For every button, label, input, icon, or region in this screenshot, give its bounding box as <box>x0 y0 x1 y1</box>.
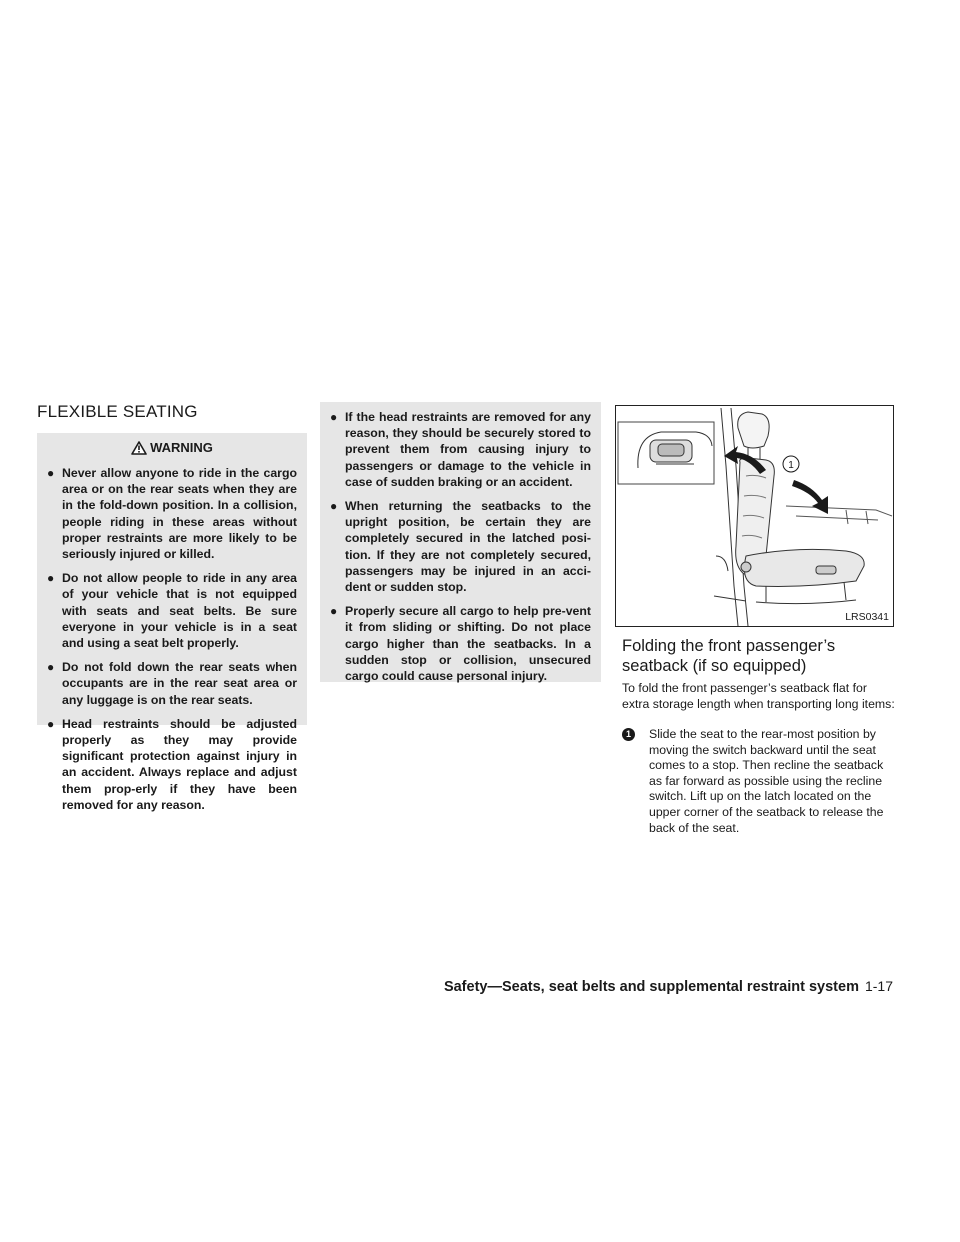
warning-item-text: Do not fold down the rear seats when occupants are in the rear seat area or any luggage is on the rear seats. <box>62 660 297 707</box>
step-text: Slide the seat to the rear-most position by moving the switch backward until the seat comes to a stop. Then recline the seatback as far forward as possible using the recline switch. Lift up on the latch located on the upper corner of the seatback to release the back of the seat. <box>649 727 884 835</box>
warning-item <box>47 659 297 708</box>
recline-arrow-icon <box>792 480 828 514</box>
footer-page-number: 1-17 <box>864 978 893 994</box>
latch-inset-detail <box>618 422 714 484</box>
callout-number: 1 <box>788 460 794 471</box>
warning-item <box>47 465 297 562</box>
bullet-icon: ● <box>47 571 55 586</box>
page-footer <box>400 978 893 995</box>
bullet-icon: ● <box>330 499 338 514</box>
warning-item <box>330 603 591 684</box>
warning-list-left <box>47 465 297 813</box>
step-item <box>622 727 897 836</box>
warning-header <box>47 439 297 461</box>
bullet-icon: ● <box>330 604 338 619</box>
bullet-icon: ● <box>47 466 55 480</box>
warning-item-text: Properly secure all cargo to help pre-vent it from sliding or shifting. Do not place cargo higher than the seatbacks. In a sudden stop or collision, unsecured cargo could cause personal injury. <box>345 604 591 684</box>
subsection-title: Folding the front passenger’s seatback (if so equipped) <box>622 637 836 675</box>
warning-item <box>47 570 297 651</box>
warning-item-text: Do not allow people to ride in any area of your vehicle that is not equipped with seats and seat belts. Be sure everyone in your vehicle is in a seat and using a seat belt properly. <box>62 571 297 651</box>
step-number-icon: 1 <box>622 728 635 741</box>
warning-item-text: Never allow anyone to ride in the cargo area or on the rear seats when they are in the fold-down position. In a collision, people riding in these areas without proper restraints are more likely to be seriously injured or killed. <box>62 466 297 562</box>
subsection-intro: To fold the front passenger’s seatback flat for extra storage length when transporting long items: <box>622 681 895 711</box>
warning-item-text: If the head restraints are removed for any reason, they should be securely stored to prevent them from causing injury to passengers or damage to the vehicle in case of sudden braking or an accident. <box>345 410 591 489</box>
warning-triangle-icon <box>131 441 147 455</box>
seat-illustration <box>616 406 893 626</box>
warning-list-right <box>330 409 591 684</box>
warning-item-text: When returning the seatbacks to the upright position, be certain they are completely secured in the latched posi-tion. If they are not completely secured, passengers may be injured in an acci-dent or sudden stop. <box>345 499 591 595</box>
bullet-icon: ● <box>330 410 338 424</box>
bullet-icon: ● <box>47 716 55 731</box>
figure-code: LRS0341 <box>845 611 889 623</box>
warning-box-left <box>37 433 307 812</box>
warning-item <box>330 409 591 490</box>
section-title: FLEXIBLE SEATING <box>37 402 198 421</box>
footer-chapter: Safety—Seats, seat belts and supplemental restraint system <box>443 979 859 995</box>
warning-item <box>47 716 297 813</box>
warning-item-text: Head restraints should be adjusted properly as they may provide significant protection against injury in an accident. Always replace and adjust them prop-erly if they have been removed for any reason. <box>62 716 297 812</box>
bullet-icon: ● <box>47 660 55 675</box>
warning-header-label: WARNING <box>150 440 213 455</box>
warning-box-right <box>320 402 601 682</box>
warning-item <box>330 498 591 595</box>
seat-illustration-figure <box>615 405 894 627</box>
